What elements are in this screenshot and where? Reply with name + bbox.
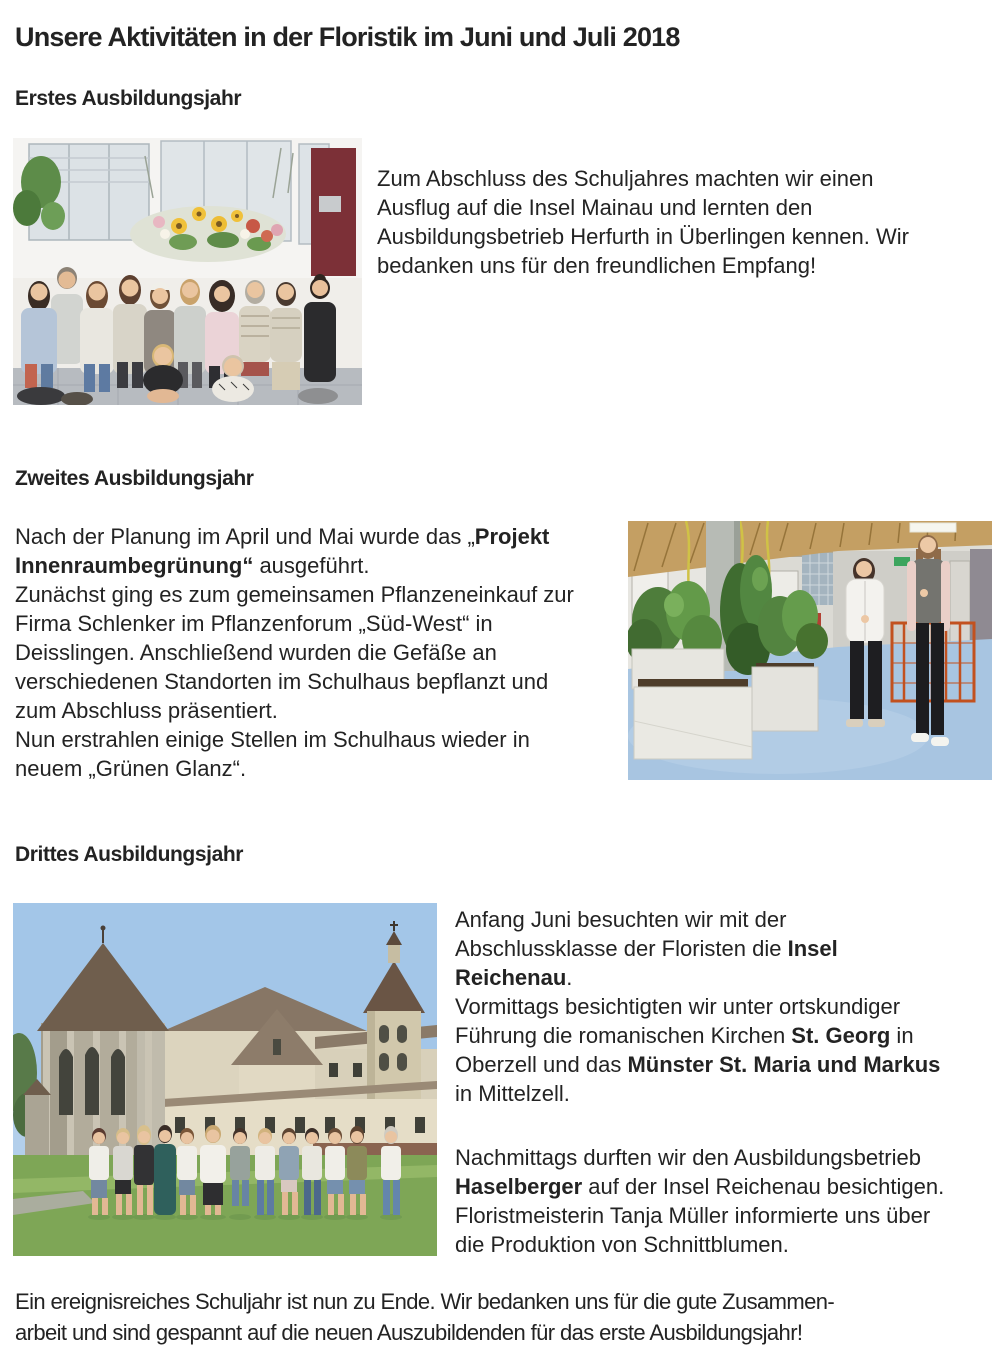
text-line: Ausflug auf die Insel Mainau und lernten den: [377, 195, 813, 220]
paragraph-zweites-ausbildungsjahr: [15, 522, 630, 783]
text-line: Zum Abschluss des Schuljahres machten wir einen: [377, 166, 874, 191]
text-line: Nun erstrahlen einige Stellen im Schulhaus wieder in: [15, 727, 530, 752]
text-line: verschiedenen Standorten im Schulhaus bepflanzt und: [15, 669, 549, 694]
text-line: Anfang Juni besuchten wir mit der: [455, 907, 787, 932]
section-heading-drittes-ausbildungsjahr: Drittes Ausbildungsjahr: [15, 843, 244, 866]
section-heading-erstes-ausbildungsjahr: Erstes Ausbildungsjahr: [15, 87, 242, 110]
photo-reichenau-muenster-group: [13, 903, 437, 1256]
text-line: Floristmeisterin Tanja Müller informierte uns über: [455, 1203, 931, 1228]
text-line: Führung die romanischen Kirchen St. Georg in: [455, 1023, 914, 1048]
ceiling-light: [910, 523, 956, 532]
text-line: Zunächst ging es zum gemeinsamen Pflanzeneinkauf zur: [15, 582, 574, 607]
text-line: Deisslingen. Anschließend wurden die Gefäße an: [15, 640, 497, 665]
paragraph-drittes-ausbildungsjahr-vormittag: [455, 905, 995, 1108]
closing-paragraph: [15, 1286, 990, 1348]
text-line: Firma Schlenker im Pflanzenforum „Süd-West“ in: [15, 611, 493, 636]
text-line: neuem „Grünen Glanz“.: [15, 756, 247, 781]
text-line: arbeit und sind gespannt auf die neuen Auszubildenden für das erste Ausbildungsjahr!: [15, 1320, 803, 1345]
text-line: Oberzell und das Münster St. Maria und Markus: [455, 1052, 941, 1077]
text-line: Ein ereignisreiches Schuljahr ist nun zu Ende. Wir bedanken uns für die gute Zusammen-: [15, 1289, 835, 1314]
text-line: bedanken uns für den freundlichen Empfang!: [377, 253, 817, 278]
page-title: Unsere Aktivitäten in der Floristik im Juni und Juli 2018: [15, 22, 680, 52]
text-line: Vormittags besichtigten wir unter ortskundiger: [455, 994, 901, 1019]
text-line: Nachmittags durften wir den Ausbildungsbetrieb: [455, 1145, 921, 1170]
photo-first-year-group-flower-shop: [13, 138, 362, 405]
text-line: Ausbildungsbetrieb Herfurth in Überlingen kennen. Wir: [377, 224, 909, 249]
text-line: Reichenau.: [455, 965, 573, 990]
text-line: Innenraumbegrünung“ ausgeführt.: [15, 553, 370, 578]
photo-school-hall-planters: [628, 521, 992, 780]
text-line: zum Abschluss präsentiert.: [15, 698, 278, 723]
text-line: Nach der Planung im April und Mai wurde das „Projekt: [15, 524, 550, 549]
text-line: in Mittelzell.: [455, 1081, 570, 1106]
section-heading-zweites-ausbildungsjahr: Zweites Ausbildungsjahr: [15, 467, 254, 490]
text-line: die Produktion von Schnittblumen.: [455, 1232, 789, 1257]
paragraph-drittes-ausbildungsjahr-nachmittag: [455, 1143, 995, 1259]
paragraph-erstes-ausbildungsjahr: [377, 164, 992, 280]
text-line: Haselberger auf der Insel Reichenau besichtigen.: [455, 1174, 945, 1199]
text-line: Abschlussklasse der Floristen die Insel: [455, 936, 838, 961]
